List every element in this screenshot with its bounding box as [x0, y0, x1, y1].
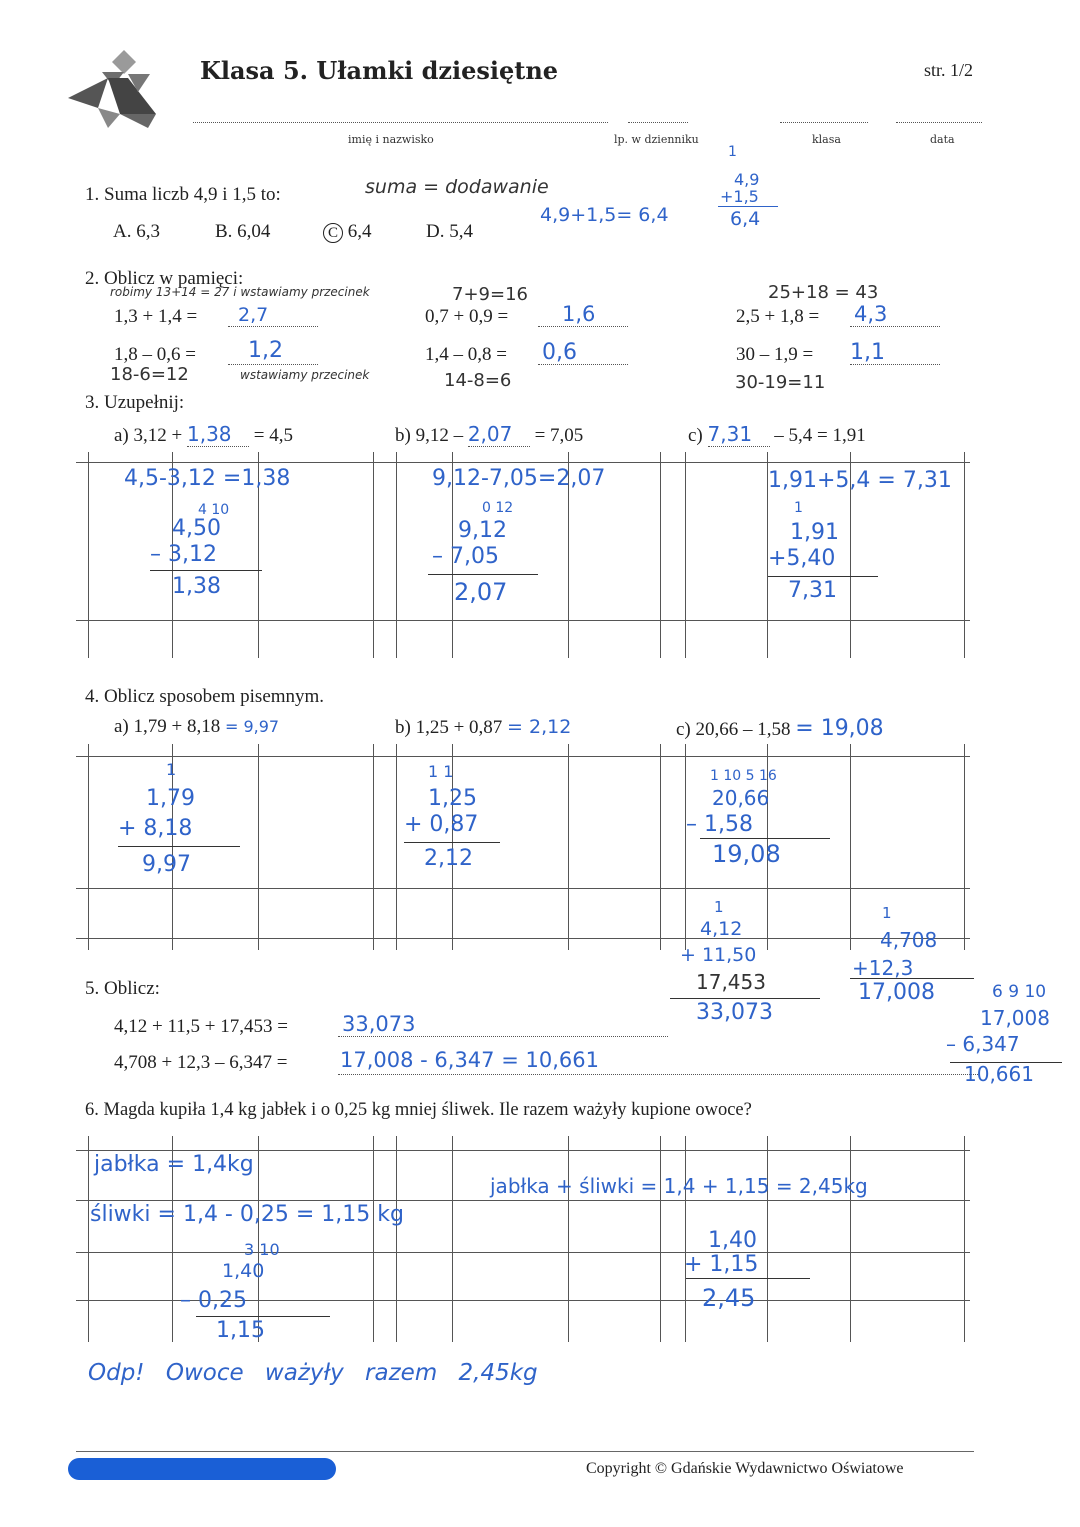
- q3-a-post: = 4,5: [253, 425, 293, 446]
- q3-a-work-line: [150, 570, 262, 571]
- q3-b-work-res: 2,07: [454, 578, 508, 606]
- q1-addend-2: +1,5: [720, 187, 759, 206]
- q3-a: [114, 422, 293, 447]
- q6-sum-eq: jabłka + śliwki = 1,4 + 1,15 = 2,45kg: [490, 1174, 868, 1198]
- q4-a-expr: a) 1,79 + 8,18: [114, 716, 221, 737]
- q6-add-bot: + 1,15: [684, 1252, 759, 1277]
- class-field-label: klasa: [812, 133, 841, 146]
- q4-c-work-line: [700, 838, 830, 839]
- q1-option-b[interactable]: B. 6,04: [215, 221, 271, 242]
- q1-addend-1: 4,9: [734, 170, 760, 189]
- q1-sum-line: [718, 206, 778, 207]
- q4-b-answer[interactable]: = 2,12: [507, 716, 572, 738]
- q3-c-work-res: 7,31: [788, 578, 837, 603]
- q4-a-work-bot: + 8,18: [118, 816, 193, 841]
- q4-b-work-res: 2,12: [424, 846, 473, 871]
- q4-c-work-res: 19,08: [712, 840, 781, 868]
- q3-a-answer[interactable]: 1,38: [187, 422, 249, 447]
- q5-work1-line: [670, 998, 820, 999]
- q5-work1-carry: 1: [714, 898, 724, 916]
- q3-c-work-carry: 1: [794, 500, 803, 516]
- name-field-label: imię i nazwisko: [348, 133, 434, 146]
- q4-a-answer[interactable]: = 9,97: [224, 717, 280, 736]
- q2-r2-line-1: [228, 364, 318, 365]
- q4-c-answer[interactable]: = 19,08: [795, 716, 884, 741]
- q4-a-work-res: 9,97: [142, 852, 191, 877]
- q3-b-work-top: 9,12: [458, 518, 507, 543]
- q6-line-2: śliwki = 1,4 - 0,25 = 1,15 kg: [90, 1202, 404, 1227]
- q3-a-work-top: 4,50: [172, 516, 221, 541]
- q3-c-work-eq: 1,91+5,4 = 7,31: [768, 468, 952, 493]
- q1-option-c-value: 6,4: [347, 221, 372, 242]
- q5-work2-line: [850, 978, 974, 979]
- q3-a-work-eq: 4,5-3,12 =1,38: [124, 466, 291, 491]
- q6-question: 6. Magda kupiła 1,4 kg jabłek i o 0,25 kg mniej śliwek. Ile razem ważyły kupione owoce?: [85, 1100, 752, 1120]
- q1-option-c-circle: C: [323, 223, 343, 243]
- q2-r1-expr-2: 0,7 + 0,9 =: [425, 306, 509, 327]
- q6-sub-res: 1,15: [216, 1318, 265, 1343]
- q2-r1-ans-1[interactable]: 2,7: [238, 304, 269, 326]
- q3-b-post: = 7,05: [534, 425, 584, 446]
- page-number: str. 1/2: [924, 60, 974, 80]
- q1-carry: 1: [728, 144, 737, 160]
- q3-c-work-bot: +5,40: [768, 546, 836, 571]
- number-field-line[interactable]: [628, 122, 688, 123]
- q3-b: [395, 422, 583, 447]
- q4-c-work-bot: – 1,58: [686, 812, 753, 837]
- q2-r1-note-2: 7+9=16: [452, 284, 528, 305]
- q6-sub-line: [196, 1316, 330, 1317]
- q5-work2-carry: 1: [882, 904, 892, 922]
- q5-expr-2: 4,708 + 12,3 – 6,347 =: [114, 1052, 288, 1073]
- q4-c-work-top: 20,66: [712, 786, 770, 810]
- q5-work3-res: 10,661: [964, 1062, 1034, 1086]
- q2-r1-expr-3: 2,5 + 1,8 =: [736, 306, 820, 327]
- q3-b-work-bot: – 7,05: [432, 544, 499, 569]
- q2-r1-note-3: 25+18 = 43: [768, 282, 879, 303]
- q5-work1-l3: 17,453: [696, 970, 766, 994]
- q1-option-a[interactable]: A. 6,3: [113, 221, 160, 242]
- q2-r2-ans-1[interactable]: 1,2: [248, 338, 283, 363]
- q2-r2-expr-3: 30 – 1,9 =: [736, 344, 814, 365]
- q3-b-work-borrow: 0 12: [482, 500, 514, 516]
- q4-title: 4. Oblicz sposobem pisemnym.: [85, 686, 325, 707]
- q6-sub-bot: – 0,25: [180, 1288, 247, 1313]
- q3-c-work-line: [768, 576, 878, 577]
- q4-b-expr: b) 1,25 + 0,87: [395, 717, 503, 738]
- q5-work3-l1: 17,008: [980, 1006, 1050, 1030]
- q6-add-line: [686, 1278, 810, 1279]
- q2-r2-expr-2: 1,4 – 0,8 =: [425, 344, 507, 365]
- redaction-mark: [68, 1458, 336, 1480]
- q3-title: 3. Uzupełnij:: [85, 392, 185, 413]
- q1-question: 1. Suma liczb 4,9 i 1,5 to:: [85, 184, 281, 205]
- q2-r2-note-2: 14-8=6: [444, 370, 512, 391]
- q3-b-answer[interactable]: 2,07: [468, 422, 530, 447]
- q6-line-1: jabłka = 1,4kg: [94, 1152, 254, 1177]
- q2-r1-expr-1: 1,3 + 1,4 =: [114, 306, 198, 327]
- q4-b-work-line: [404, 842, 500, 843]
- q3-a-work-res: 1,38: [172, 574, 221, 599]
- q5-title: 5. Oblicz:: [85, 978, 160, 999]
- q3-b-work-line: [428, 574, 538, 575]
- q5-answer-1[interactable]: 33,073: [342, 1012, 416, 1036]
- q6-answer: Odp! Owoce ważyły razem 2,45kg: [88, 1360, 538, 1386]
- q3-c: [688, 422, 866, 447]
- footer-rule: [76, 1451, 974, 1452]
- date-field-label: data: [930, 133, 955, 146]
- q2-title: 2. Oblicz w pamięci:: [85, 268, 244, 289]
- q1-note: suma = dodawanie: [365, 176, 549, 198]
- q4-c: [676, 716, 884, 741]
- q1-sum: 6,4: [730, 208, 761, 230]
- copyright: Copyright © Gdańskie Wydawnictwo Oświatowe: [586, 1460, 904, 1477]
- q6-sub-top: 1,40: [222, 1260, 265, 1282]
- q5-line-2: [338, 1074, 978, 1075]
- q5-work2-res: 17,008: [858, 980, 935, 1005]
- q5-work1-l1: 4,12: [700, 918, 743, 940]
- q4-b-work-bot: + 0,87: [404, 812, 479, 837]
- q3-c-post: – 5,4 = 1,91: [774, 425, 866, 446]
- q5-work3-l2: – 6,347: [946, 1032, 1020, 1056]
- class-field-line[interactable]: [780, 122, 868, 123]
- q3-a-pre: a) 3,12 +: [114, 425, 183, 446]
- q2-r1-line-1: [228, 326, 318, 327]
- q2-r2-ans-3[interactable]: 1,1: [850, 340, 885, 365]
- q4-b: [395, 716, 571, 739]
- q6-add-res: 2,45: [702, 1284, 756, 1312]
- q3-b-work-eq: 9,12-7,05=2,07: [432, 466, 606, 491]
- q2-r1-ans-2[interactable]: 1,6: [562, 302, 596, 326]
- q3-a-work-bot: – 3,12: [150, 542, 217, 567]
- q2-r2-ans-2[interactable]: 0,6: [542, 340, 577, 365]
- q2-r2-note-1b: wstawiamy przecinek: [240, 368, 370, 382]
- q4-b-work-top: 1,25: [428, 786, 477, 811]
- q3-b-pre: b) 9,12 –: [395, 425, 464, 446]
- q3-c-pre: c): [688, 425, 703, 446]
- q2-r2-note-3: 30-19=11: [735, 372, 826, 393]
- q4-a-work-top: 1,79: [146, 786, 195, 811]
- q4-b-work-carry: 1 1: [428, 762, 454, 781]
- q1-option-d[interactable]: D. 5,4: [426, 221, 473, 242]
- q2-hint: robimy 13+14 = 27 i wstawiamy przecinek: [110, 285, 370, 299]
- q4-c-work-borrow: 1 10 5 16: [710, 768, 777, 784]
- q2-r2-expr-1: 1,8 – 0,6 =: [114, 344, 196, 365]
- q1-option-c[interactable]: [323, 221, 372, 243]
- q5-line-1: [338, 1036, 668, 1037]
- date-field-line[interactable]: [896, 122, 982, 123]
- page-title: Klasa 5. Ułamki dziesiętne: [200, 56, 559, 85]
- q3-c-work-top: 1,91: [790, 520, 839, 545]
- q2-r1-ans-3[interactable]: 4,3: [854, 302, 888, 326]
- q4-a: [114, 716, 279, 738]
- q2-r2-note-1: 18-6=12: [110, 364, 189, 385]
- q3-c-answer[interactable]: 7,31: [708, 422, 770, 447]
- q5-answer-2[interactable]: 17,008 - 6,347 = 10,661: [340, 1048, 599, 1072]
- q4-c-expr: c) 20,66 – 1,58: [676, 719, 791, 740]
- q3-a-work-borrow: 4 10: [198, 502, 230, 518]
- q5-work2-l2: +12,3: [852, 956, 914, 980]
- q4-a-work-carry: 1: [166, 760, 177, 779]
- q4-a-work-line: [118, 846, 240, 847]
- q6-sub-borrow: 3 10: [244, 1240, 280, 1259]
- q2-r1-line-2: [538, 326, 628, 327]
- q5-work1-res: 33,073: [696, 1000, 773, 1025]
- q6-add-top: 1,40: [708, 1228, 757, 1253]
- q5-work2-l1: 4,708: [880, 928, 938, 952]
- number-field-label: lp. w dzienniku: [614, 133, 699, 146]
- q5-work3-borrow: 6 9 10: [992, 982, 1047, 1002]
- q1-calc: 4,9+1,5= 6,4: [540, 204, 669, 226]
- publisher-logo: [68, 50, 160, 130]
- q5-work1-l2: + 11,50: [680, 944, 757, 966]
- q2-r1-line-3: [850, 326, 940, 327]
- name-field-line[interactable]: [193, 122, 608, 123]
- q5-expr-1: 4,12 + 11,5 + 17,453 =: [114, 1016, 288, 1037]
